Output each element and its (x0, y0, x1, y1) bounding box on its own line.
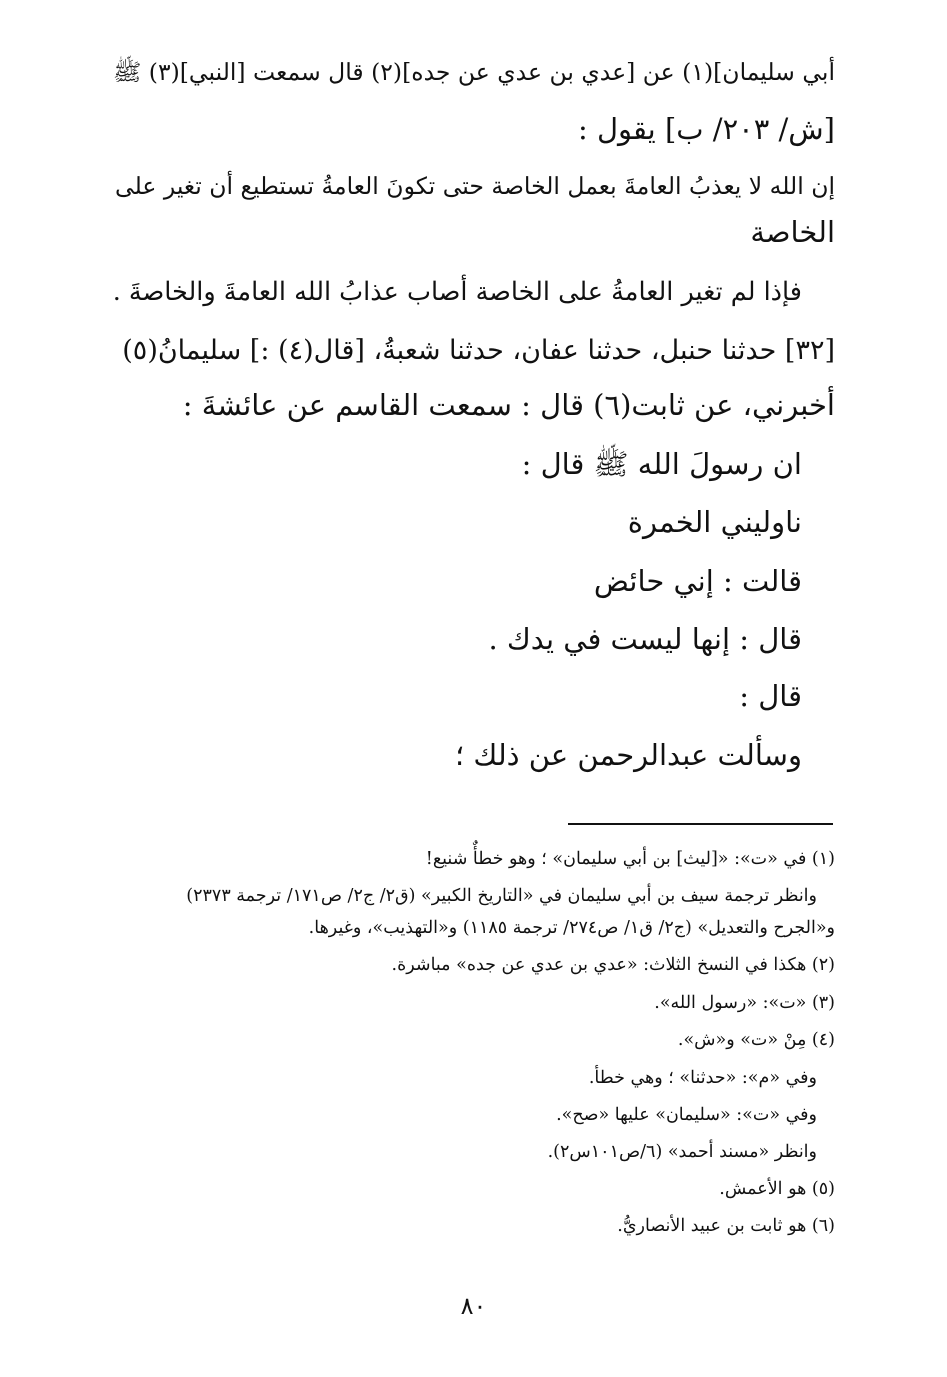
dialogue-line: قال : (739, 679, 802, 713)
hadith-number-line: [٣٢] حدثنا حنبل، حدثنا عفان، حدثنا شعبةُ، [قال(٤) :] سليمانُ(٥) (122, 335, 835, 366)
page-number: ٨٠ (460, 1292, 487, 1320)
hadith-text-line: إن الله لا يعذبُ العامةَ بعمل الخاصة حتى تكونَ العامةُ تستطيع أن تغير على (115, 172, 835, 200)
footnote-continuation: وانظر «مسند أحمد» (٦/ص١٠١س٢). (547, 1142, 817, 1162)
dialogue-line: قال : إنها ليست في يدك . (488, 622, 802, 656)
footnote: (٤) مِنْ «ت» و«ش». (677, 1030, 835, 1050)
body-line: [ش/ ٢٠٣/ ب] يقول : (577, 112, 835, 146)
body-line: أخبرني، عن ثابت(٦) قال : سمعت القاسم عن عائشةَ : (182, 388, 835, 422)
dialogue-line: وسألت عبدالرحمن عن ذلك ؛ (454, 738, 802, 772)
dialogue-line: قالت : إني حائض (593, 564, 802, 598)
dialogue-line: ناوليني الخمرة (627, 505, 802, 539)
footnote-continuation: وفي «م»: «حدثنا» ؛ وهي خطأ. (588, 1068, 817, 1088)
body-line: أبي سليمان](١) عن [عدي بن عدي عن جده](٢) قال سمعت [النبي](٣) ﷺ (112, 58, 835, 86)
footnote-continuation: و«الجرح والتعديل» (ج٢/ ق١/ ص٢٧٤/ ترجمة ١١٨٥) و«التهذيب»، وغيرها. (308, 918, 835, 938)
dialogue-line: ان رسولَ الله ﷺ قال : (521, 447, 802, 481)
footnote: (٦) هو ثابت بن عبيد الأنصاريُّ. (617, 1216, 835, 1236)
footnote: (١) في «ت»: «[ليث] بن أبي سليمان» ؛ وهو خطأٌ شنيع! (425, 849, 835, 869)
hadith-text-line: فإذا لم تغير العامةُ على الخاصة أصاب عذابُ الله العامةَ والخاصةَ . (112, 277, 802, 307)
footnote: (٥) هو الأعمش. (719, 1179, 835, 1199)
footnote: (٣) «ت»: «رسول الله». (654, 993, 835, 1013)
footnote-continuation: وفي «ت»: «سليمان» عليها «صح». (556, 1105, 817, 1125)
hadith-text-line: الخاصة (750, 215, 835, 249)
footnote-separator (568, 823, 833, 825)
footnote: (٢) هكذا في النسخ الثلاث: «عدي بن عدي عن جده» مباشرة. (391, 955, 835, 975)
footnote-continuation: وانظر ترجمة سيف بن أبي سليمان في «التاريخ الكبير» (ق٢/ ج٢/ ص١٧١/ ترجمة ٢٣٧٣) (186, 886, 817, 906)
